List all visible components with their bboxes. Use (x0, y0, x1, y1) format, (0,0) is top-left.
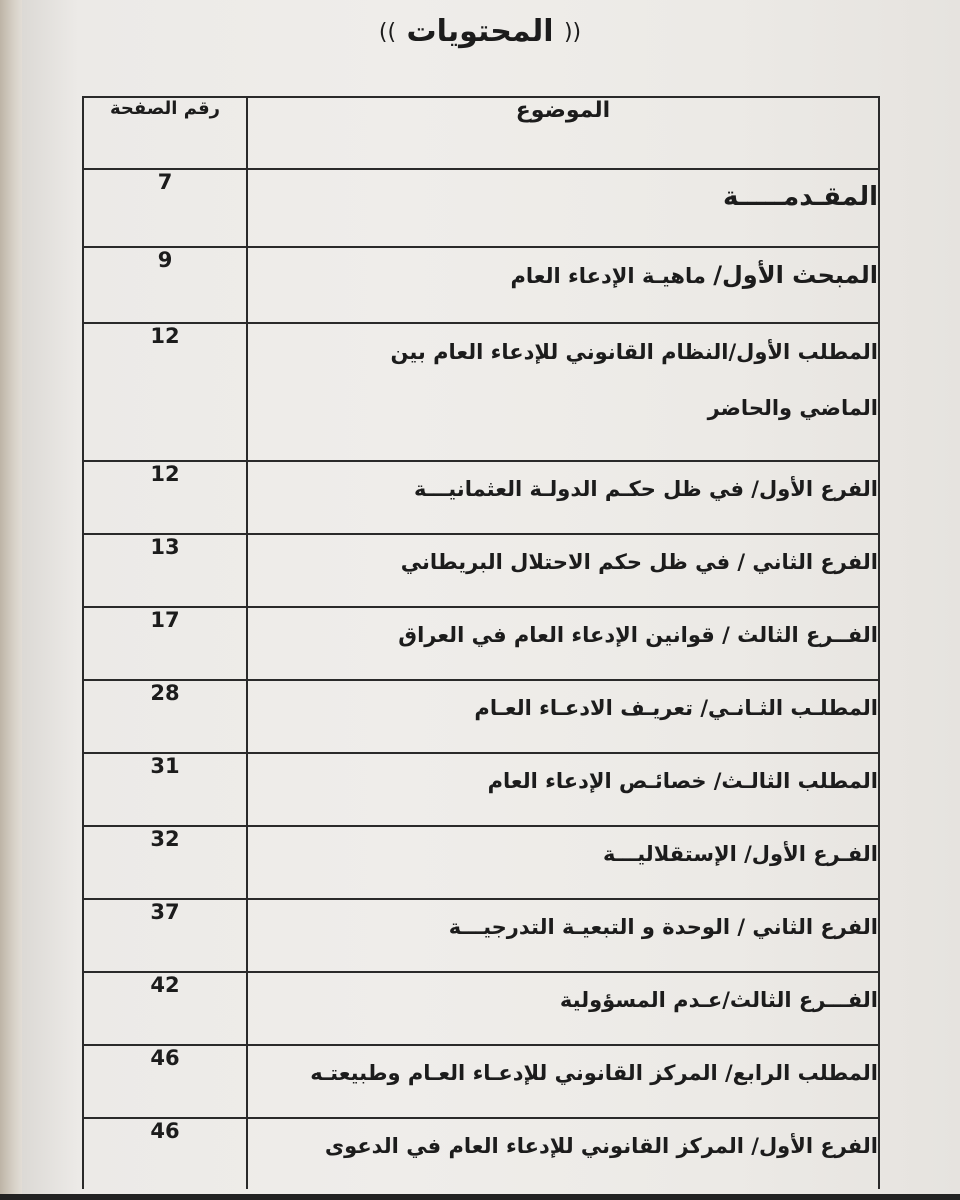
row-page: 13 (83, 534, 247, 607)
row-subject: الفرع الأول/ المركز القانوني للإدعاء العام في الدعوى (247, 1118, 879, 1189)
table-row (83, 534, 879, 607)
table-row (83, 899, 879, 972)
header-subject: الموضوع (247, 97, 879, 169)
row-page: 37 (83, 899, 247, 972)
row-page: 31 (83, 753, 247, 826)
row-subject-text: ماهيـة الإدعاء العام (510, 264, 714, 288)
header-page-number: رقم الصفحة (83, 97, 247, 169)
row-subject: المطلب الأول/النظام القانوني للإدعاء العام بين الماضي والحاضر (247, 323, 879, 461)
table-header-row (83, 97, 879, 169)
row-subject-lead: المبحث الأول/ (713, 261, 878, 289)
row-page: 12 (83, 323, 247, 461)
row-subject: الفـرع الأول/ الإستقلاليـــة (247, 826, 879, 899)
contents-table (82, 96, 880, 1189)
row-subject: الفـــرع الثالث/عـدم المسؤولية (247, 972, 879, 1045)
table-row (83, 1045, 879, 1118)
table-row (83, 753, 879, 826)
row-subject: المقـدمـــــة (247, 169, 879, 247)
bottom-edge (0, 1194, 960, 1200)
row-page: 12 (83, 461, 247, 534)
table-row (83, 680, 879, 753)
table-row (83, 247, 879, 323)
row-page: 46 (83, 1045, 247, 1118)
row-subject: الفرع الثاني / في ظل حكم الاحتلال البريطاني (247, 534, 879, 607)
table-row (83, 972, 879, 1045)
row-page: 9 (83, 247, 247, 323)
row-page: 32 (83, 826, 247, 899)
table-row (83, 826, 879, 899)
title-close-mark: )) (378, 20, 397, 45)
row-subject (247, 247, 879, 323)
book-spine-edge (0, 0, 22, 1200)
table-row (83, 461, 879, 534)
title-open-mark: (( (563, 20, 582, 45)
row-subject: المطلب الثالـث/ خصائـص الإدعاء العام (247, 753, 879, 826)
table-row (83, 1118, 879, 1189)
row-subject: الفرع الأول/ في ظل حكـم الدولـة العثمانيـــة (247, 461, 879, 534)
row-page: 28 (83, 680, 247, 753)
title-text: المحتويات (406, 14, 554, 49)
table-row (83, 607, 879, 680)
row-subject: المطلـب الثـانـي/ تعريـف الادعـاء العـام (247, 680, 879, 753)
row-subject: المطلب الرابع/ المركز القانوني للإدعـاء العـام وطبيعتـه (247, 1045, 879, 1118)
table-row (83, 323, 879, 461)
page-title (0, 14, 960, 49)
table-row (83, 169, 879, 247)
row-page: 17 (83, 607, 247, 680)
row-page: 7 (83, 169, 247, 247)
row-page: 46 (83, 1118, 247, 1189)
row-subject: الفــرع الثالث / قوانين الإدعاء العام في العراق (247, 607, 879, 680)
row-subject: الفرع الثاني / الوحدة و التبعيـة التدرجيـــة (247, 899, 879, 972)
row-page: 42 (83, 972, 247, 1045)
